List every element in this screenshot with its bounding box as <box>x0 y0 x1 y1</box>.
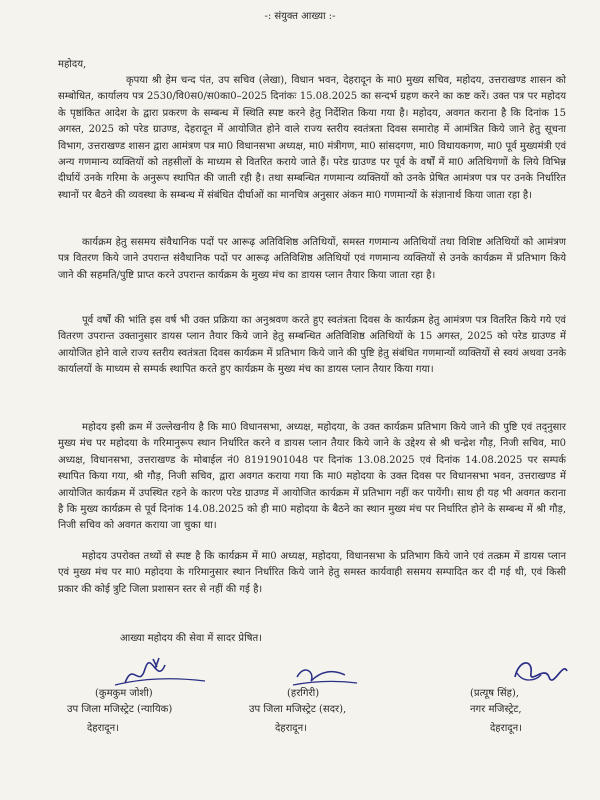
paragraph-2-text: कार्यक्रम हेतु ससमय संवैधानिक पदों पर आरूढ़ अतिविशिष्ठ अतिथियों, समस्त गणमान्य अतिथियों तथा विशिष्ट अतिथियों को आमंत्रण पत्र वितरण किये जाने उपरान्त संवैधानिक पदों पर आरूढ़ अतिविशिष्ठ अतिथियों एवं गणमान्य व्यक्तियों से उनके कार्यक्रम में प्रतिभाग किये जाने की सहमति/पुष्टि प्राप्त करने उपरान्त कार्यक्रम के मुख्य मंच का डायस प्लान तैयार किया जाता रहा है। <box>58 237 566 281</box>
signatory-3-place: देहरादून। <box>490 723 522 734</box>
paragraph-5-text: महोदय उपरोक्त तथ्यों से स्पष्ट है कि कार्यक्रम में मा0 अध्यक्ष, महोदया, विधानसभा के प्रतिभाग किये जाने एवं तत्क्रम में डायस प्लान एवं मुख्य मंच पर मा0 महोदया के गरिमानुसार स्थान निर्धारित किये जाने हेतु समस्त कार्यवाही ससमय सम्पादित कर दी गई थी, एवं किसी प्रकार की कोई त्रुटि जिला प्रशासन स्तर से नहीं की गई है। <box>58 551 566 595</box>
paragraph-2 <box>58 235 566 284</box>
signatory-block-2 <box>249 655 445 755</box>
closing-line: आख्या महोदय की सेवा में सादर प्रेषित। <box>120 633 262 644</box>
signatory-block-1 <box>67 655 265 755</box>
paragraph-1 <box>58 73 566 204</box>
paragraph-5 <box>58 549 566 598</box>
signatory-3-name: (प्रत्यूष सिंह), <box>470 688 519 699</box>
paragraph-4 <box>58 420 566 535</box>
signatory-1-designation: उप जिला मजिस्ट्रेट (न्यायिक) <box>67 704 173 715</box>
paragraph-4-text: महोदय इसी क्रम में उल्लेखनीय है कि मा0 विधानसभा, अध्यक्ष, महोदया, के उक्त कार्यक्रम प्रतिभाग किये जाने की पुष्टि एवं तद्नुसार मुख्य मंच पर महोदया के गरिमानुरूप स्थान निर्धारित करने व डायस प्लान तैयार किये जाने के उद्देश्य से श्री चन्द्रेश गौड़, निजी सचिव, मा0 अध्यक्ष, विधानसभा, उत्तराखण्ड के मोबाईल नं0 8191901048 पर दिनांक 13.08.2025 एवं दिनांक 14.08.2025 पर सम्पर्क स्थापित किया गया, श्री गौड़, निजी सचिव, द्वारा अवगत कराया गया कि मा0 महोदया के उक्त दिवस पर विधानसभा भवन, उत्तराखण्ड में आयोजित कार्यक्रम में उपस्थित रहने के कारण परेड ग्राउण्ड में आयोजित कार्यक्रम में प्रतिभाग नहीं कर पायेंगी। साथ ही यह भी अवगत कराना है कि मुख्य कार्यक्रम से पूर्व दिनांक 14.08.2025 को ही मा0 महोदया के बैठने का स्थान मुख्य मंच पर निर्धारित होने के सम्बन्ध में श्री गौड़, निजी सचिव को अवगत कराया जा चुका था। <box>58 422 566 532</box>
signatory-3-designation: नगर मजिस्ट्रेट, <box>470 704 522 715</box>
paragraph-1-text: कृपया श्री हेम चन्द पंत, उप सचिव (लेखा), विधान भवन, देहरादून के मा0 मुख्य सचिव, महोदय, उत्तराखण्ड शासन को सम्बोधित, कार्यालय पत्र 2530/वि0स0/स0का0–2025 दिनांकः 15.08.2025 का सन्दर्भ ग्रहण करने का कष्ट करें। उक्त पत्र पर महोदय के पृष्ठांकित आदेश के द्वारा प्रकरण के सम्बन्ध में स्थिति स्पष्ट करने हेतु निर्देशित किया गया है। महोदय, अवगत कराना है कि दिनांक 15 अगस्त, 2025 को परेड ग्राउण्ड, देहरादून में आयोजित होने वाले राज्य स्तरीय स्वतंत्रता दिवस समारोह में आमंत्रित किये जाने हेतु सूचना विभाग, उत्तराखण्ड शासन द्वारा आमंत्रण पत्र मा0 विधानसभा अध्यक्ष, मा0 मंत्रीगण, मा0 सांसदगण, मा0 विधायकगण, मा0 पूर्व मुख्यमंत्री एवं अन्य गणमान्य व्यक्तियों को तहसीलों के माध्यम से वितरित कराये जाते हैं। परेड ग्राउण्ड पर पूर्व के वर्षों में मा0 अतिथिगणों के लिये विभिन्न दीर्घायें उनके गरिमा के अनुरूप स्थापित की जाती रही है। तथा सम्बन्धित गणमान्य व्यक्तियों को उनके प्रेषित आमंत्रण पत्र पर उनके निर्धारित स्थानों पर बैठने की व्यवस्था के सम्बन्ध में संबंधित दीर्घाओं का मानचित्र अनुसार अंकन मा0 गणमान्यों के संज्ञानार्थ किया जाता रहा है। <box>58 75 566 201</box>
document-heading: -: संयुक्त आख्या :- <box>264 11 336 22</box>
signatory-2-place: देहरादून। <box>275 723 307 734</box>
signatory-1-place: देहरादून। <box>87 723 119 734</box>
salutation: महोदय, <box>58 59 87 70</box>
signatory-2-name: (हरगिरी) <box>287 688 320 699</box>
signatory-2-designation: उप जिला मजिस्ट्रेट (सदर), <box>249 704 347 715</box>
signatory-block-3 <box>470 655 600 755</box>
paragraph-3-text: पूर्व वर्षों की भांति इस वर्ष भी उक्त प्रक्रिया का अनुश्रवण करते हुए स्वतंत्रता दिवस के कार्यक्रम हेतु आमंत्रण पत्र वितरित किये गये एवं वितरण उपरान्त उक्तानुसार डायस प्लान तैयार किये जाने हेतु सम्बन्धित अतिविशिष्ठ अतिथियों के 15 अगस्त, 2025 को परेड ग्राउण्ड में आयोजित होने वाले राज्य स्तरीय स्वतंत्रता दिवस कार्यक्रम में प्रतिभाग किये जाने की पुष्टि हेतु संबंधित गणमान्यों व्यक्तियों से स्वयं अथवा उनके कार्यालयों के माध्यम से सम्पर्क स्थापित करते हुए कार्यक्रम के मुख्य मंच का डायस प्लान तैयार किया गया। <box>58 315 566 376</box>
paragraph-3 <box>58 313 566 379</box>
signatory-1-name: (कुमकुम जोशी) <box>95 688 153 699</box>
